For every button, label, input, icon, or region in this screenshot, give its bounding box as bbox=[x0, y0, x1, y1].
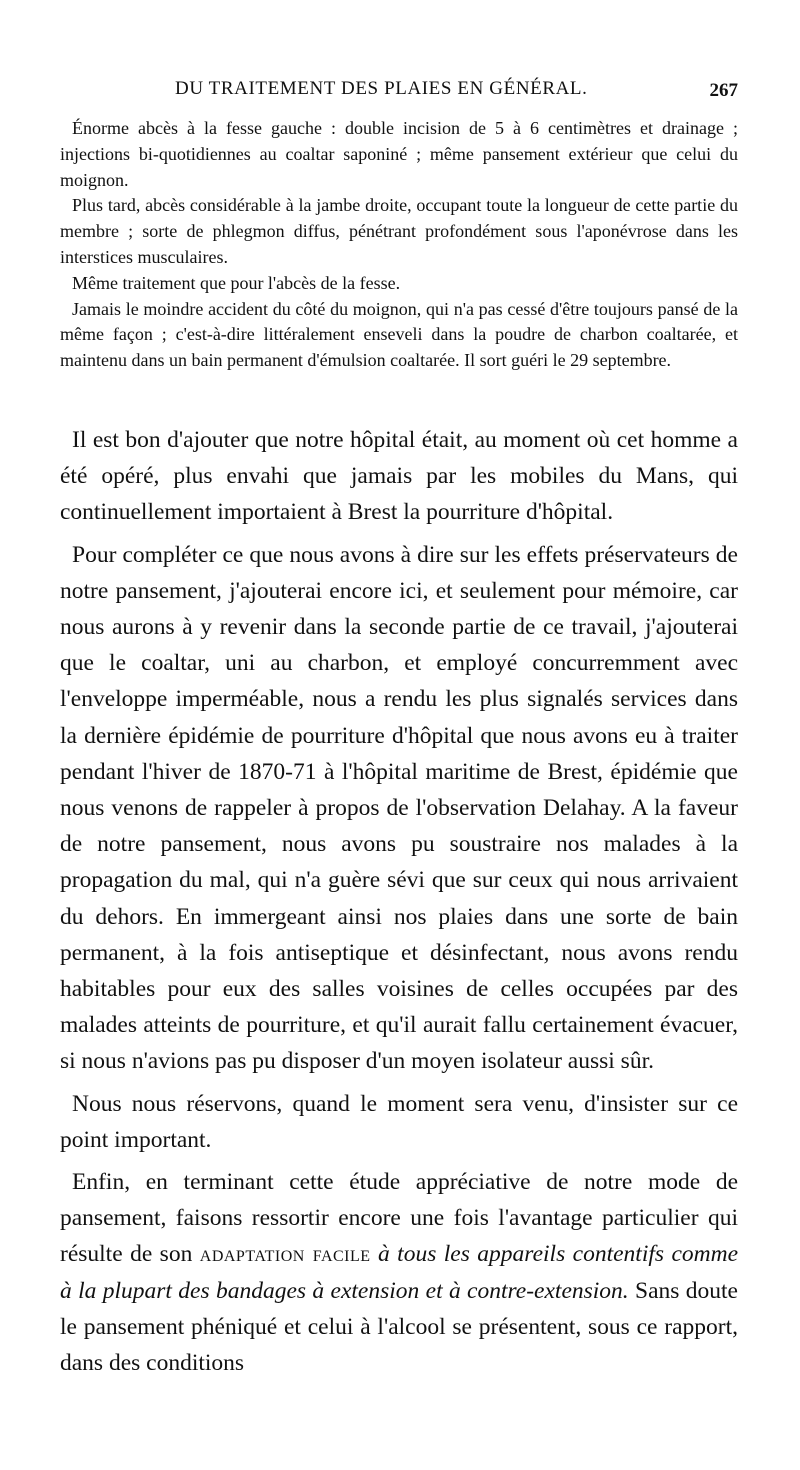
final-text-end: Sans doute le pansement phéniqué et celui à l'alcool se présentent, sous ce rapport, dans des conditions bbox=[60, 1277, 738, 1377]
case-note-paragraph: Jamais le moindre accident du côté du moignon, qui n'a pas cessé d'être toujours pansé de la même façon ; c'est-à-dire littéralement enseveli dans la poudre de charbon coaltarée, et maintenu dans un bain permanent d'émulsion coaltarée. Il sort guéri le 29 septembre. bbox=[60, 298, 738, 371]
case-note-paragraph: Même traitement que pour l'abcès de la fesse. bbox=[72, 272, 401, 293]
page-header bbox=[60, 78, 738, 108]
final-text-start: Enfin, en terminant cette étude appréciative de notre mode de pansement, faisons ressortir encore une fois l'avantage particulier qui résulte de son bbox=[60, 1169, 738, 1268]
body-text-block bbox=[60, 422, 738, 1381]
case-note-paragraph: Énorme abcès à la fesse gauche : double incision de 5 à 6 centimètres et drainage ; injections bi-quotidiennes au coaltar saponiné ; même pansement extérieur que celui du moignon. bbox=[60, 118, 738, 190]
body-paragraph: Nous nous réservons, quand le moment sera venu, d'insister sur ce point important. bbox=[60, 1090, 738, 1153]
smallcaps-phrase: adaptation facile bbox=[199, 1241, 371, 1268]
case-note-paragraph: Plus tard, abcès considérable à la jambe droite, occupant toute la longueur de cette partie du membre ; sorte de phlegmon diffus, pénétrant profondément sous l'aponévrose dans les interstices musculaires. bbox=[60, 195, 738, 267]
case-notes-block bbox=[60, 116, 738, 374]
body-paragraph-final bbox=[60, 1164, 738, 1381]
body-paragraph: Il est bon d'ajouter que notre hôpital était, au moment où cet homme a été opéré, plus envahi que jamais par les mobiles du Mans, qui continuellement importaient à Brest la pourriture d'hôpital. bbox=[60, 427, 738, 526]
italic-phrase: à tous les appareils contentifs comme à la plupart des bandages à extension et à contre-extension. bbox=[60, 1241, 739, 1304]
page-number: 267 bbox=[709, 80, 738, 101]
body-paragraph: Pour compléter ce que nous avons à dire sur les effets préservateurs de notre pansement, j'ajouterai encore ici, et seulement pour mémoire, car nous aurons à y revenir dans la seconde partie de ce travail, j'ajouterai que le coaltar, uni au charbon, et employé concurremment avec l'enveloppe imperméable, nous a rendu les plus signalés services dans la dernière épidémie de pourriture d'hôpital que nous avons eu à traiter pendant l'hiver de 1870-71 à l'hôpital maritime de Brest, épidémie que nous venons de rappeler à propos de l'observation Delahay. A la faveur de notre pansement, nous avons pu soustraire nos malades à la propagation du mal, qui n'a guère sévi que sur ceux qui nous arrivaient du dehors. En immergeant ainsi nos plaies dans une sorte de bain permanent, à la fois antiseptique et désinfectant, nous avons rendu habitables pour eux des salles voisines de celles occupées par des malades atteints de pourriture, et qu'il aurait fallu certainement évacuer, si nous n'avions pas pu disposer d'un moyen isolateur aussi sûr. bbox=[60, 541, 738, 1075]
running-title: DU TRAITEMENT DES PLAIES EN GÉNÉRAL. bbox=[175, 78, 588, 99]
